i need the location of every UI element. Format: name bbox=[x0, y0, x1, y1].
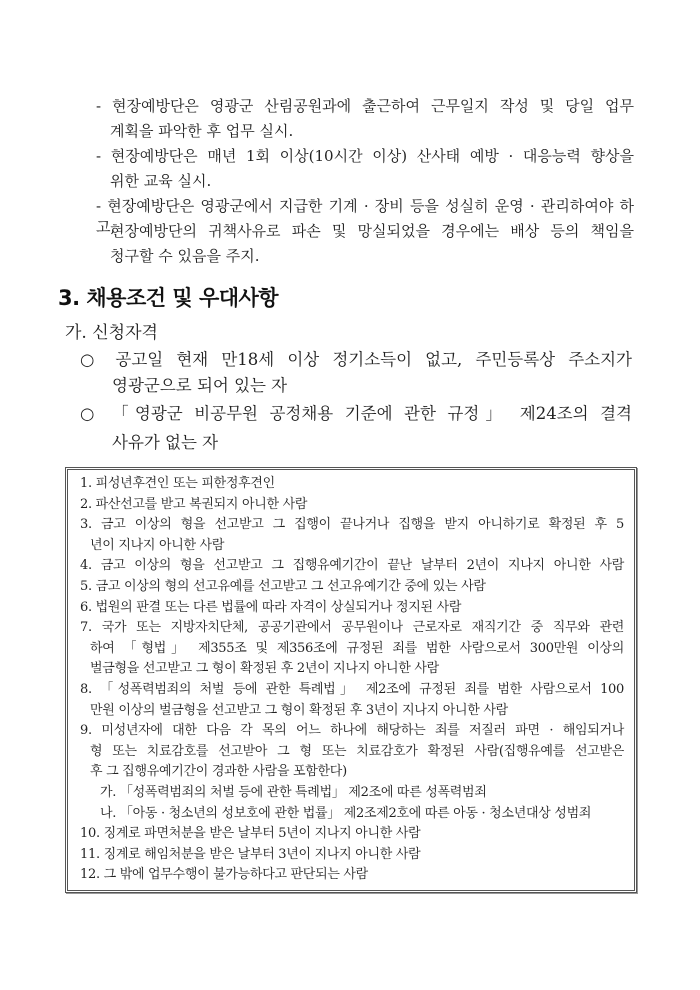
disqualification-line: 12. 그 밖에 업무수행이 불가능하다고 판단되는 사람 bbox=[80, 867, 368, 883]
disqualification-line: 5. 금고 이상의 형의 선고유예를 선고받고 그 선고유예기간 중에 있는 사람 bbox=[80, 579, 486, 594]
disqualification-line: 11. 징계로 해임처분을 받은 날부터 3년이 지나지 아니한 사람 bbox=[80, 846, 421, 862]
disqualification-line: 2. 파산선고를 받고 복권되지 아니한 사람 bbox=[80, 496, 308, 512]
disqualification-line: 7. 국가 또는 지방자치단체, 공공기관에서 공무원이나 근로자로 재직기간 중 직무와 관련 bbox=[80, 620, 624, 636]
qualification-line: 사유가 없는 자 bbox=[112, 433, 219, 452]
disqualification-line: 8. 「성폭력범죄의 처벌 등에 관한 특례법」 제2조에 규정된 죄를 범한 사람으로서 100 bbox=[80, 682, 624, 697]
qualification-line: ○ 「영광군 비공무원 공정채용 기준에 관한 규정」 제24조의 결격 bbox=[80, 404, 632, 423]
bullet-line: - 현장예방단은 매년 1회 이상(10시간 이상) 산사태 예방 · 대응능력 향상을 bbox=[96, 147, 634, 165]
disqualification-line: 년이 지나지 아니한 사람 bbox=[90, 537, 225, 553]
disqualification-line: 하여 「형법」 제355조 및 제356조에 규정된 죄를 범한 사람으로서 300만원 이상의 bbox=[90, 640, 624, 656]
disqualification-line: 후 그 집행유예기간이 경과한 사람을 포함한다) bbox=[90, 764, 347, 780]
disqualification-line: 6. 법원의 판결 또는 다른 법률에 따라 자격이 상실되거나 정지된 사람 bbox=[80, 599, 462, 615]
disqualification-line: 3. 금고 이상의 형을 선고받고 그 집행이 끝나거나 집행을 받지 아니하기로 확정된 후 5 bbox=[80, 517, 624, 533]
qualification-line: 영광군으로 되어 있는 자 bbox=[112, 376, 288, 395]
disqualification-line: 만원 이상의 벌금형을 선고받고 그 형이 확정된 후 3년이 지나지 아니한 사람 bbox=[90, 702, 508, 718]
qualification-line: ○ 공고일 현재 만18세 이상 정기소득이 없고, 주민등록상 주소지가 bbox=[80, 350, 632, 369]
subsection-title: 가. 신청자격 bbox=[65, 323, 158, 343]
disqualification-line: 형 또는 치료감호를 선고받아 그 형 또는 치료감호가 확정된 사람(집행유예를 선고받은 bbox=[90, 743, 624, 759]
disqualification-line: 4. 금고 이상의 형을 선고받고 그 집행유예기간이 끝난 날부터 2년이 지나지 아니한 사람 bbox=[80, 558, 624, 574]
bullet-line: 청구할 수 있음을 주지. bbox=[110, 247, 260, 265]
disqualification-line: 나. 「아동 · 청소년의 성보호에 관한 법률」 제2조제2호에 따른 아동 · 청소년대상 성범죄 bbox=[100, 805, 592, 821]
bullet-line: 위한 교육 실시. bbox=[110, 172, 212, 190]
disqualification-line: 9. 미성년자에 대한 다음 각 목의 어느 하나에 해당하는 죄를 저질러 파면 · 해임되거나 bbox=[80, 723, 624, 739]
bullet-line: - 현장예방단은 영광군 산림공원과에 출근하여 근무일지 작성 및 당일 업무 bbox=[96, 97, 634, 115]
bullet-line: 현장예방단의 귀책사유로 파손 및 망실되었을 경우에는 배상 등의 책임을 bbox=[110, 222, 634, 240]
disqualification-line: 1. 피성년후견인 또는 피한정후견인 bbox=[80, 476, 275, 491]
disqualification-line: 벌금형을 선고받고 그 형이 확정된 후 2년이 지나지 아니한 사람 bbox=[90, 661, 439, 677]
bullet-line: 계획을 파악한 후 업무 실시. bbox=[110, 122, 294, 140]
bullet-line: - 현장예방단은 영광군에서 지급한 기계 · 장비 등을 성실히 운영 · 관리하여야 하고, bbox=[96, 197, 634, 236]
section-title: 3. 채용조건 및 우대사항 bbox=[58, 286, 279, 310]
disqualification-line: 가. 「성폭력범죄의 처벌 등에 관한 특례법」 제2조에 따른 성폭력범죄 bbox=[100, 785, 487, 800]
disqualification-line: 10. 징계로 파면처분을 받은 날부터 5년이 지나지 아니한 사람 bbox=[80, 826, 421, 842]
